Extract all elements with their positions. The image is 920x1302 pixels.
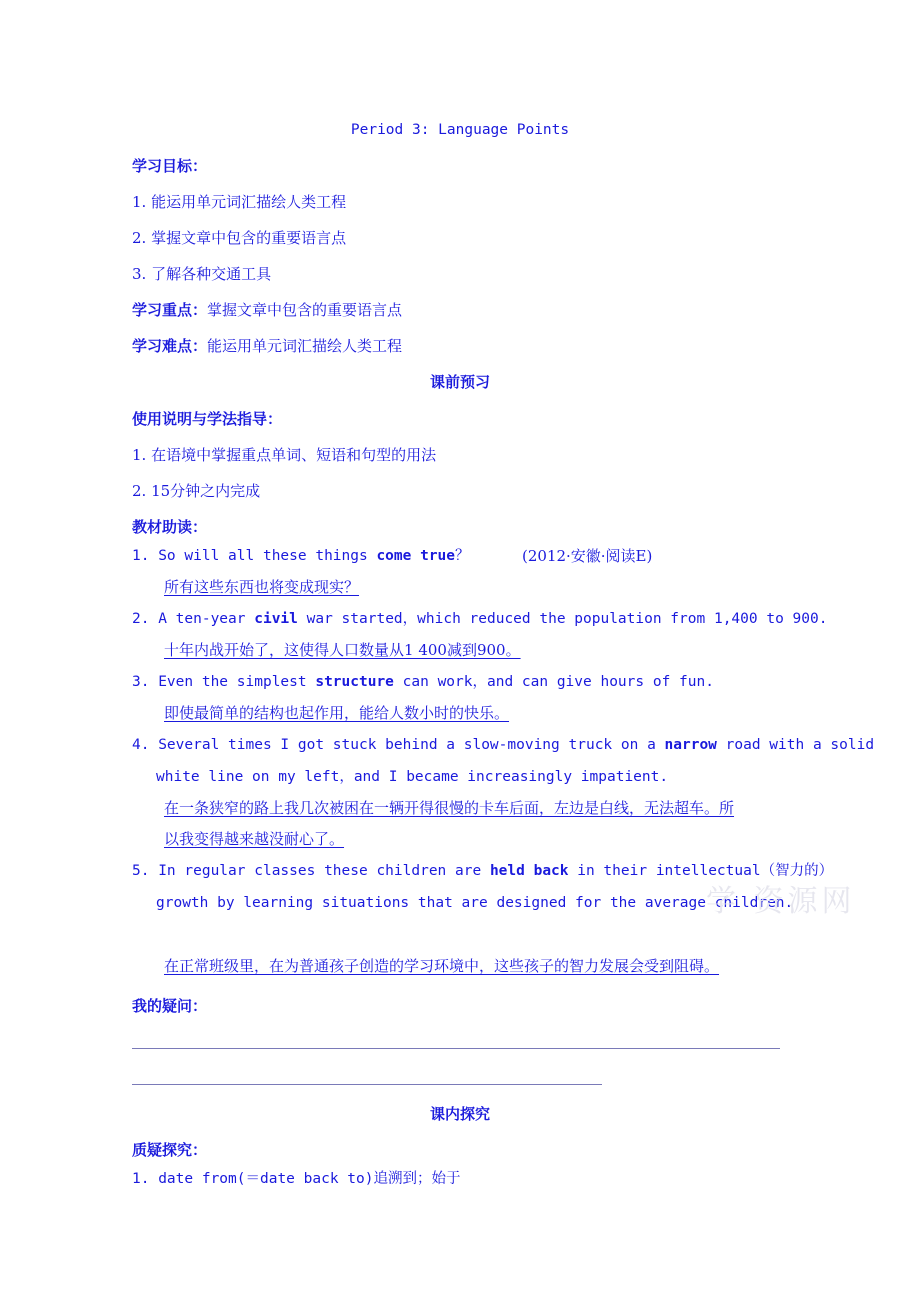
- item-3-num: 3.: [132, 674, 150, 690]
- explore-item-1: 1. date from(＝date back to)追溯到；始于: [132, 1171, 461, 1187]
- watermark-logo: 学 资源网: [706, 884, 856, 919]
- item-5-translation: 在正常班级里，在为普通孩子创造的学习环境中，这些孩子的智力发展会受到阻碍。: [164, 957, 720, 975]
- item-2-translation: 十年内战开始了，这使得人口数量从1 400减到900。: [164, 641, 521, 659]
- preview-heading: 课前预习: [429, 373, 490, 391]
- item-2-post: war started，which reduced the population from 1,400 to 900.: [297, 611, 828, 627]
- item-5-keyword: held back: [489, 863, 569, 879]
- item-1-source: (2012·安徽·阅读E): [522, 547, 653, 565]
- difficult-point-label: 学习难点：: [132, 337, 208, 355]
- reading-heading: 教材助读：: [132, 518, 208, 536]
- item-4-pre: Several times I got stuck behind a slow-moving truck on a: [158, 737, 665, 753]
- item-5-pre: In regular classes these children are: [158, 863, 490, 879]
- item-4-translation-cont: 以我变得越来越没耐心了。: [164, 830, 345, 848]
- instructions-heading: 使用说明与学法指导：: [132, 410, 283, 428]
- item-5-post: in their intellectual（智力的）: [568, 863, 834, 879]
- item-4-post: road with a solid: [716, 737, 875, 753]
- instruction-item-2: 2. 15分钟之内完成: [132, 482, 261, 500]
- item-1-num: 1.: [132, 548, 150, 564]
- item-4-sentence-cont: white line on my left，and I became increasingly impatient.: [156, 769, 669, 785]
- goal-item-2: 2. 掌握文章中包含的重要语言点: [132, 229, 347, 247]
- goal-item-3: 3. 了解各种交通工具: [132, 265, 272, 283]
- item-2-num: 2.: [132, 611, 150, 627]
- item-1-translation: 所有这些东西也将变成现实？: [164, 578, 360, 596]
- item-4-translation: 在一条狭窄的路上我几次被困在一辆开得很慢的卡车后面，左边是白线，无法超车。所: [164, 799, 735, 817]
- item-4-num: 4.: [132, 737, 150, 753]
- key-point: [132, 300, 402, 320]
- item-2-sentence: [132, 609, 827, 629]
- answer-line-2[interactable]: [132, 1084, 602, 1085]
- item-1-pre: So will all these things: [158, 548, 377, 564]
- goals-heading: 学习目标：: [132, 157, 208, 175]
- item-3-sentence: [132, 672, 714, 692]
- instruction-item-1: 1. 在语境中掌握重点单词、短语和句型的用法: [132, 446, 437, 464]
- key-point-text: 掌握文章中包含的重要语言点: [207, 301, 403, 319]
- item-5-sentence-cont: growth by learning situations that are designed for the average children.: [156, 895, 794, 911]
- item-3-keyword: structure: [315, 674, 394, 690]
- item-1-keyword: come true: [376, 548, 456, 564]
- questions-heading: 我的疑问：: [132, 997, 208, 1015]
- item-2-keyword: civil: [254, 611, 298, 627]
- item-1-sentence: [132, 546, 470, 566]
- item-3-translation: 即使最简单的结构也起作用，能给人数小时的快乐。: [164, 704, 510, 722]
- goal-item-1: 1. 能运用单元词汇描绘人类工程: [132, 193, 347, 211]
- item-3-pre: Even the simplest: [158, 674, 316, 690]
- page-title: Period 3: Language Points: [350, 122, 570, 138]
- difficult-point-text: 能运用单元词汇描绘人类工程: [207, 337, 403, 355]
- item-1-post: ？: [455, 548, 470, 564]
- explore-heading: 质疑探究：: [132, 1141, 208, 1159]
- key-point-label: 学习重点：: [132, 301, 208, 319]
- item-5-num: 5.: [132, 863, 150, 879]
- answer-line-1[interactable]: [132, 1048, 780, 1049]
- item-4-keyword: narrow: [664, 737, 717, 753]
- item-2-pre: A ten-year: [158, 611, 255, 627]
- item-3-post: can work，and can give hours of fun.: [393, 674, 714, 690]
- item-4-sentence: [132, 735, 874, 755]
- inclass-heading: 课内探究: [429, 1105, 490, 1123]
- difficult-point: [132, 336, 402, 356]
